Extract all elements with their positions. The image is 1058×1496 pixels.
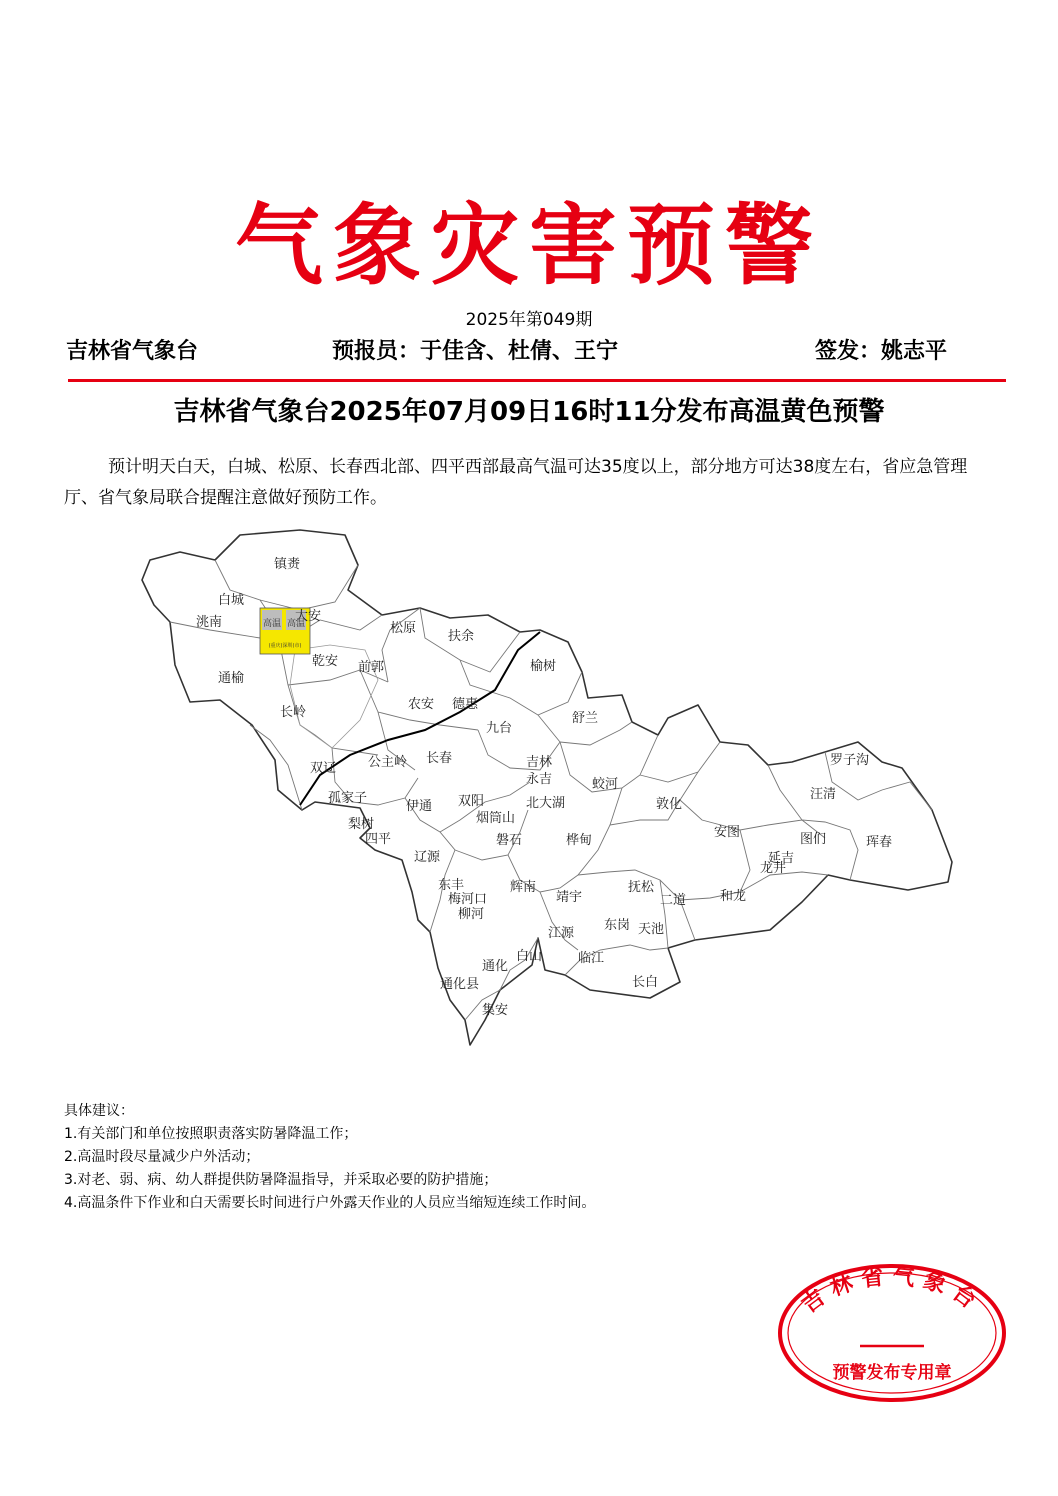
signer-name: 签发：姚志平 [815,338,948,364]
svg-text:吉林省气象台 [797,1263,987,1318]
place-label: 伊通 [406,799,433,814]
place-label: 双辽 [310,761,337,776]
place-label: 公主岭 [368,755,408,770]
place-label: 珲春 [866,835,893,850]
place-label: 北大湖 [526,796,566,811]
place-label: 德惠 [452,697,479,712]
advice-item: 3.对老、弱、病、幼人群提供防暑降温指导，并采取必要的防护措施； [64,1172,498,1188]
place-label: 梅河口 [448,892,488,907]
jilin-province-map [120,520,960,1080]
place-label: 汪清 [810,787,837,802]
place-label: 靖宇 [556,890,583,905]
advice-item: 1.有关部门和单位按照职责落实防暑降温工作； [64,1126,358,1142]
place-label: 东丰 [438,878,465,893]
place-label: 通化 [482,959,509,974]
place-label: 通化县 [440,977,480,992]
place-label: 舒兰 [572,711,599,726]
place-label: 辉南 [510,880,537,895]
place-label: 孤家子 [328,791,368,806]
place-label: 四平 [365,832,392,847]
place-label: 烟筒山 [476,811,516,826]
place-label: 松原 [390,621,417,636]
place-label: 二道 [660,893,687,908]
place-label: 江源 [548,926,575,941]
place-label: 辽源 [414,850,441,865]
place-label: 洮南 [196,615,223,630]
seal-top-text: 吉林省气象台 [796,1263,988,1319]
place-label: 长白 [632,975,659,990]
place-label: 九台 [486,721,513,736]
place-label: 前郭 [358,660,385,675]
issuing-agency: 吉林省气象台 [66,338,199,364]
place-label: 蛟河 [592,777,619,792]
place-label: 集安 [482,1003,509,1018]
place-label: 长春 [426,751,453,766]
place-label: 大安 [295,609,322,624]
place-label: 双阳 [458,794,485,809]
place-label: 临江 [578,951,605,966]
advice-heading: 具体建议： [64,1103,134,1119]
place-label: 柳河 [458,907,485,922]
place-label: 抚松 [628,880,655,895]
place-label: 白山 [516,949,543,964]
place-label: 榆树 [530,659,557,674]
place-label: 东岗 [604,918,631,933]
place-label: 敦化 [656,797,683,812]
place-label: 吉林 [526,755,553,770]
place-label: 图们 [800,832,827,847]
place-label: 和龙 [720,889,747,904]
advice-item: 2.高温时段尽量减少户外活动； [64,1149,260,1165]
place-label: 龙井 [760,861,787,876]
place-label: 乾安 [312,654,339,669]
place-label: 天池 [638,922,665,937]
place-label: 延吉 [768,851,795,866]
place-label: 扶余 [448,629,475,644]
warning-body: 预计明天白天，白城、松原、长春西北部、四平西部最高气温可达35度以上，部分地方可达38度左右，省应急管理厅、省气象局联合提醒注意做好预防工作。 [64,457,968,508]
issue-number: 2025年第049期 [465,310,593,330]
place-label: 桦甸 [566,833,593,848]
icon-glyph-left: 高温 [262,619,282,629]
place-label: 磐石 [496,833,523,848]
place-label: 白城 [218,593,245,608]
official-seal [776,1262,1008,1404]
place-label: 长岭 [280,705,307,720]
icon-caption: (重庆)深圳(市) [268,643,302,649]
place-label: 农安 [408,697,435,712]
warning-headline: 吉林省气象台2025年07月09日16时11分发布高温黄色预警 [173,397,885,427]
place-label: 安图 [714,825,741,840]
place-label: 通榆 [218,671,245,686]
icon-glyph-right: 高温 [286,619,306,629]
place-label: 镇赉 [274,557,301,572]
advice-item: 4.高温条件下作业和白天需要长时间进行户外露天作业的人员应当缩短连续工作时间。 [64,1195,596,1211]
header-divider [68,379,1006,382]
place-label: 梨树 [348,817,375,832]
seal-bottom-text: 预警发布专用章 [832,1363,952,1383]
document-title: 气象灾害预警 [234,193,823,297]
advice-section [64,1100,964,1215]
forecaster-names: 预报员：于佳含、杜倩、王宁 [332,338,619,364]
place-label: 罗子沟 [830,753,870,768]
place-label: 永吉 [526,772,553,787]
